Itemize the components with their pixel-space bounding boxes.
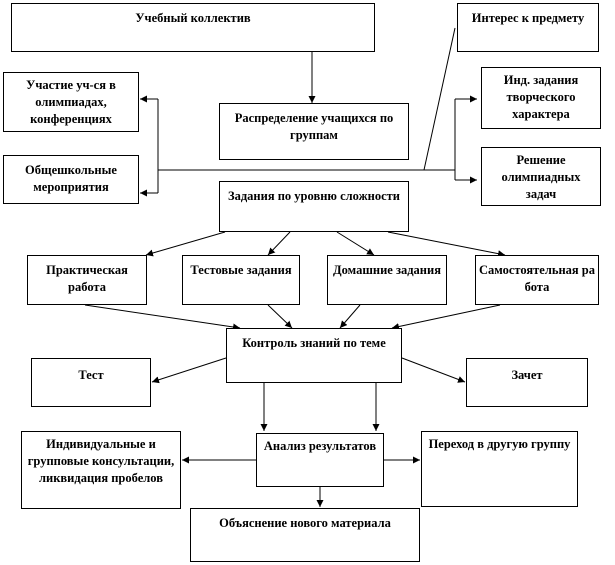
box-distribution-into-groups [219,103,409,160]
box-test-tasks [182,255,300,305]
arrow-to-independent-work [388,232,505,255]
arrow-test-tasks-to-control [268,305,292,328]
box-tasks-by-level-label: Задания по уровню сложности [228,189,400,203]
box-school-events-label: Общешкольные мероприятия [25,163,117,194]
box-homework-label: Домашние задания [333,263,441,277]
arrow-control-to-credit [402,358,465,382]
arrow-independent-to-control [392,305,500,328]
box-credit-label: Зачет [511,368,543,382]
box-knowledge-control [226,328,402,383]
arrow-to-practical-work [146,232,225,255]
box-independent-work-label: Самостоятельная работа [478,263,596,294]
box-learning-team [11,3,375,52]
arrow-control-to-test [152,358,226,382]
arrow-to-test-tasks [268,232,290,255]
box-group-transfer [421,431,578,507]
box-interest-label: Интерес к предмету [471,11,585,25]
box-learning-team-label: Учебный коллектив [135,11,251,25]
box-test-label: Тест [78,368,104,382]
box-credit [466,358,588,407]
box-test [31,358,151,407]
box-tasks-by-level [219,181,409,232]
box-homework [327,255,447,305]
box-practical-work-label: Практическая работа [46,263,128,294]
box-new-material-label: Объяснение нового материала [219,516,391,530]
box-knowledge-control-label: Контроль знаний по теме [242,336,386,350]
box-olympiad-participation-label: Участие уч-ся в олимпиадах, конференциях [26,78,116,126]
box-results-analysis-label: Анализ результатов [263,439,377,453]
arrow-practical-to-control [85,305,240,328]
box-olympiad-problems-label: Решение олимпиадных задач [501,153,581,201]
interest-connector [424,28,455,170]
box-practical-work [27,255,147,305]
box-new-material [190,508,420,562]
box-school-events [3,155,139,204]
box-distribution-label: Распределение учащихся по группам [234,111,394,142]
box-test-tasks-label: Тестовые задания [190,263,292,277]
box-creative-tasks [481,67,601,129]
box-olympiad-participation [3,72,139,132]
box-independent-work [475,255,599,305]
box-results-analysis [256,433,384,487]
box-olympiad-problems [481,147,601,206]
box-group-transfer-label: Переход в другую группу [428,437,571,451]
arrow-homework-to-control [340,305,360,328]
box-creative-tasks-label: Инд. задания творческого характера [503,73,579,121]
box-consultations [21,431,181,509]
arrow-to-homework [337,232,374,255]
box-consultations-label: Индивидуальные и групповые консультации, ликвидация пробелов [27,437,175,485]
box-interest-in-subject [457,3,599,52]
